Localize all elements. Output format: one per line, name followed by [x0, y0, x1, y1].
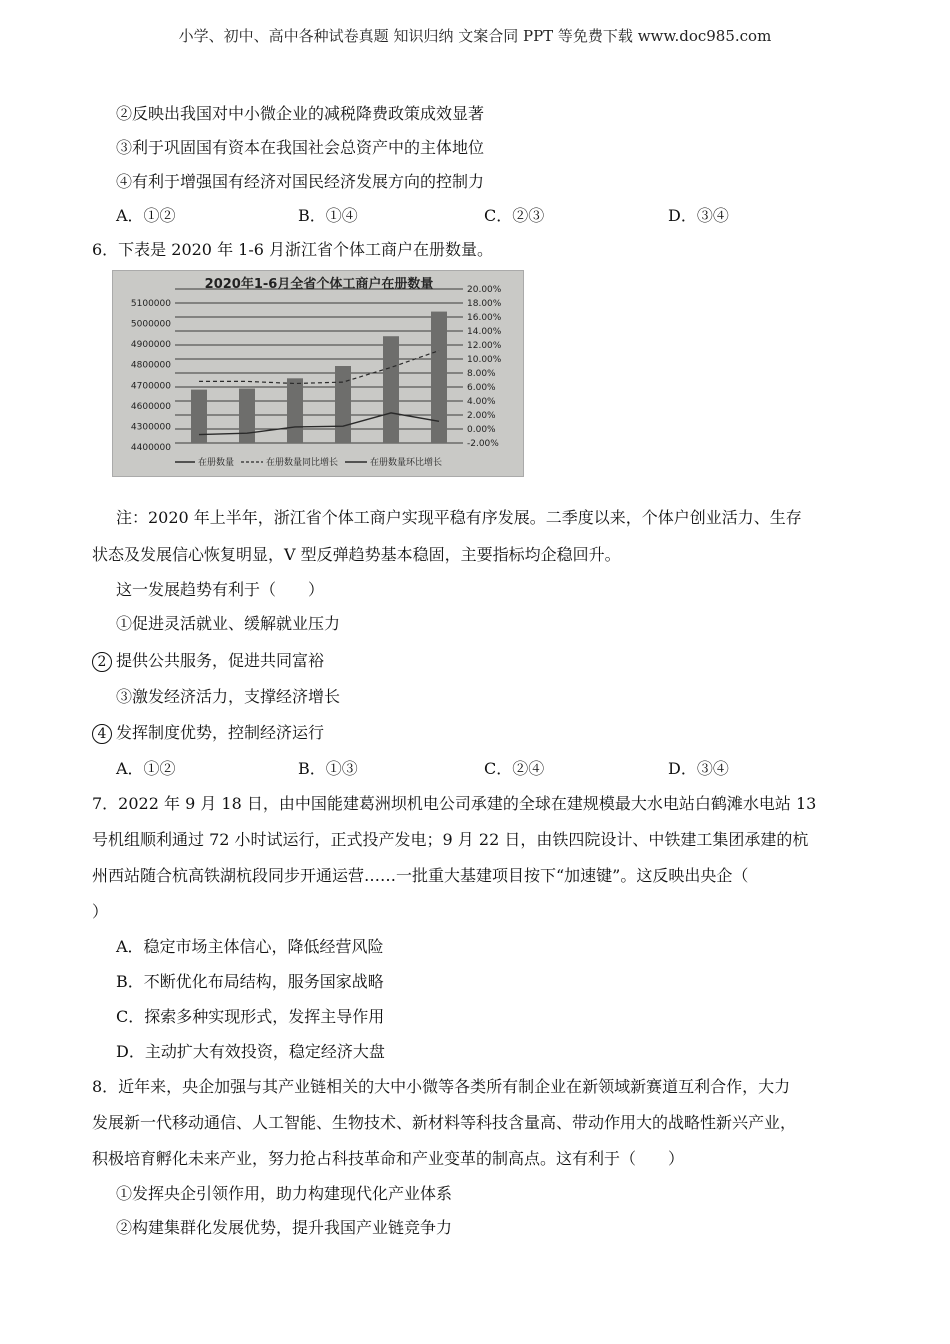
q6-option-c: C．②④: [484, 759, 545, 778]
q5-option-c: C．②③: [484, 206, 545, 225]
right-axis-tick: 4.00%: [467, 397, 496, 407]
legend-count: 在册数量: [198, 458, 235, 468]
right-axis-tick: 6.00%: [467, 383, 496, 393]
right-axis-tick: 12.00%: [467, 341, 502, 351]
q6-statement-2: [92, 651, 324, 672]
chart-bar: [431, 312, 447, 443]
left-axis-tick: 4600000: [130, 401, 171, 412]
right-axis-tick: 14.00%: [467, 327, 502, 337]
legend-yoy: 在册数量同比增长: [266, 458, 339, 468]
legend-mom: 在册数量环比增长: [370, 458, 443, 468]
q6-title: 6．下表是 2020 年 1-6 月浙江省个体工商户在册数量。: [92, 240, 494, 259]
q8-statement-1: ①发挥央企引领作用，助力构建现代化产业体系: [116, 1184, 453, 1203]
q6-note-line-2: 状态及发展信心恢复明显，V 型反弹趋势基本稳固，主要指标均企稳回升。: [92, 545, 621, 564]
q6-chart: [112, 270, 524, 477]
q7-option-d: D．主动扩大有效投资，稳定经济大盘: [116, 1042, 385, 1061]
q8-statement-2: ②构建集群化发展优势，提升我国产业链竞争力: [116, 1218, 453, 1237]
circled-number-2: 2: [92, 652, 112, 672]
right-axis-tick: 18.00%: [467, 299, 502, 309]
q7-option-c: C．探索多种实现形式，发挥主导作用: [116, 1007, 385, 1026]
q6-statement-4: [92, 723, 324, 744]
q5-option-b: B．①④: [298, 206, 358, 225]
right-axis-tick: -2.00%: [467, 439, 499, 449]
q7-line-2: 号机组顺利通过 72 小时试运行，正式投产发电；9 月 22 日，由铁四院设计、中铁建工集团承建的杭: [92, 830, 809, 849]
left-axis-tick: 4900000: [130, 340, 171, 351]
q7-line-1: 7．2022 年 9 月 18 日，由中国能建葛洲坝机电公司承建的全球在建规模最大水电站白鹤滩水电站 13: [92, 794, 817, 813]
q6-statement-4-text: 发挥制度优势，控制经济运行: [116, 723, 325, 742]
q7-option-a: A．稳定市场主体信心，降低经营风险: [116, 937, 384, 956]
left-axis-tick: 4700000: [130, 381, 171, 392]
left-axis-tick: 5100000: [130, 299, 171, 309]
chart-bar: [335, 366, 351, 443]
right-axis-tick: 16.00%: [467, 313, 502, 323]
q6-statement-2-text: 提供公共服务，促进共同富裕: [116, 651, 325, 670]
q8-line-1: 8．近年来，央企加强与其产业链相关的大中小微等各类所有制企业在新领域新赛道互利合作，大力: [92, 1077, 791, 1096]
right-axis-tick: 2.00%: [467, 411, 496, 421]
q8-line-2: 发展新一代移动通信、人工智能、生物技术、新材料等科技含量高、带动作用大的战略性新兴产业，: [92, 1113, 797, 1132]
right-axis-tick: 20.00%: [467, 285, 502, 295]
page-header: 小学、初中、高中各种试卷真题 知识归纳 文案合同 PPT 等免费下载 www.doc985.com: [178, 27, 772, 45]
chart-bar: [287, 378, 303, 443]
q5-option-d: D．③④: [668, 206, 729, 225]
left-axis-tick: 4400000: [130, 443, 171, 453]
chart-bar: [239, 389, 255, 443]
q8-line-3: 积极培育孵化未来产业，努力抢占科技革命和产业变革的制高点。这有利于（ ）: [92, 1149, 685, 1168]
chart-title: 2020年1-6月全省个体工商户在册数量: [204, 277, 434, 292]
chart-svg: [113, 271, 523, 476]
right-axis-tick: 8.00%: [467, 369, 496, 379]
q6-option-b: B．①③: [298, 759, 358, 778]
q6-option-a: A．①②: [116, 759, 176, 778]
right-axis-tick: 0.00%: [467, 425, 496, 435]
q6-note-line-1: 注：2020 年上半年，浙江省个体工商户实现平稳有序发展。二季度以来，个体户创业活力、生存: [116, 508, 802, 527]
left-axis-tick: 4300000: [130, 422, 171, 433]
q7-option-b: B．不断优化布局结构，服务国家战略: [116, 972, 384, 991]
circled-number-4: 4: [92, 724, 112, 744]
chart-bar: [383, 336, 399, 443]
left-axis-tick: 5000000: [130, 319, 171, 330]
q5-option-a: A．①②: [116, 206, 176, 225]
q6-prompt: 这一发展趋势有利于（ ）: [116, 580, 325, 599]
mom-growth-line: [199, 413, 439, 435]
q5-statement-4: ④有利于增强国有经济对国民经济发展方向的控制力: [116, 172, 485, 191]
q5-statement-3: ③利于巩固国有资本在我国社会总资产中的主体地位: [116, 138, 485, 157]
q6-statement-1: ①促进灵活就业、缓解就业压力: [116, 614, 341, 633]
yoy-growth-line: [199, 351, 439, 384]
q7-line-4: ）: [92, 902, 109, 921]
q6-option-d: D．③④: [668, 759, 729, 778]
right-axis-tick: 10.00%: [467, 355, 502, 365]
left-axis-tick: 4800000: [130, 360, 171, 371]
q6-statement-3: ③激发经济活力，支撑经济增长: [116, 687, 341, 706]
q5-statement-2: ②反映出我国对中小微企业的减税降费政策成效显著: [116, 104, 485, 123]
q7-line-3: 州西站随合杭高铁湖杭段同步开通运营……一批重大基建项目按下“加速键”。这反映出央企（: [92, 866, 749, 885]
